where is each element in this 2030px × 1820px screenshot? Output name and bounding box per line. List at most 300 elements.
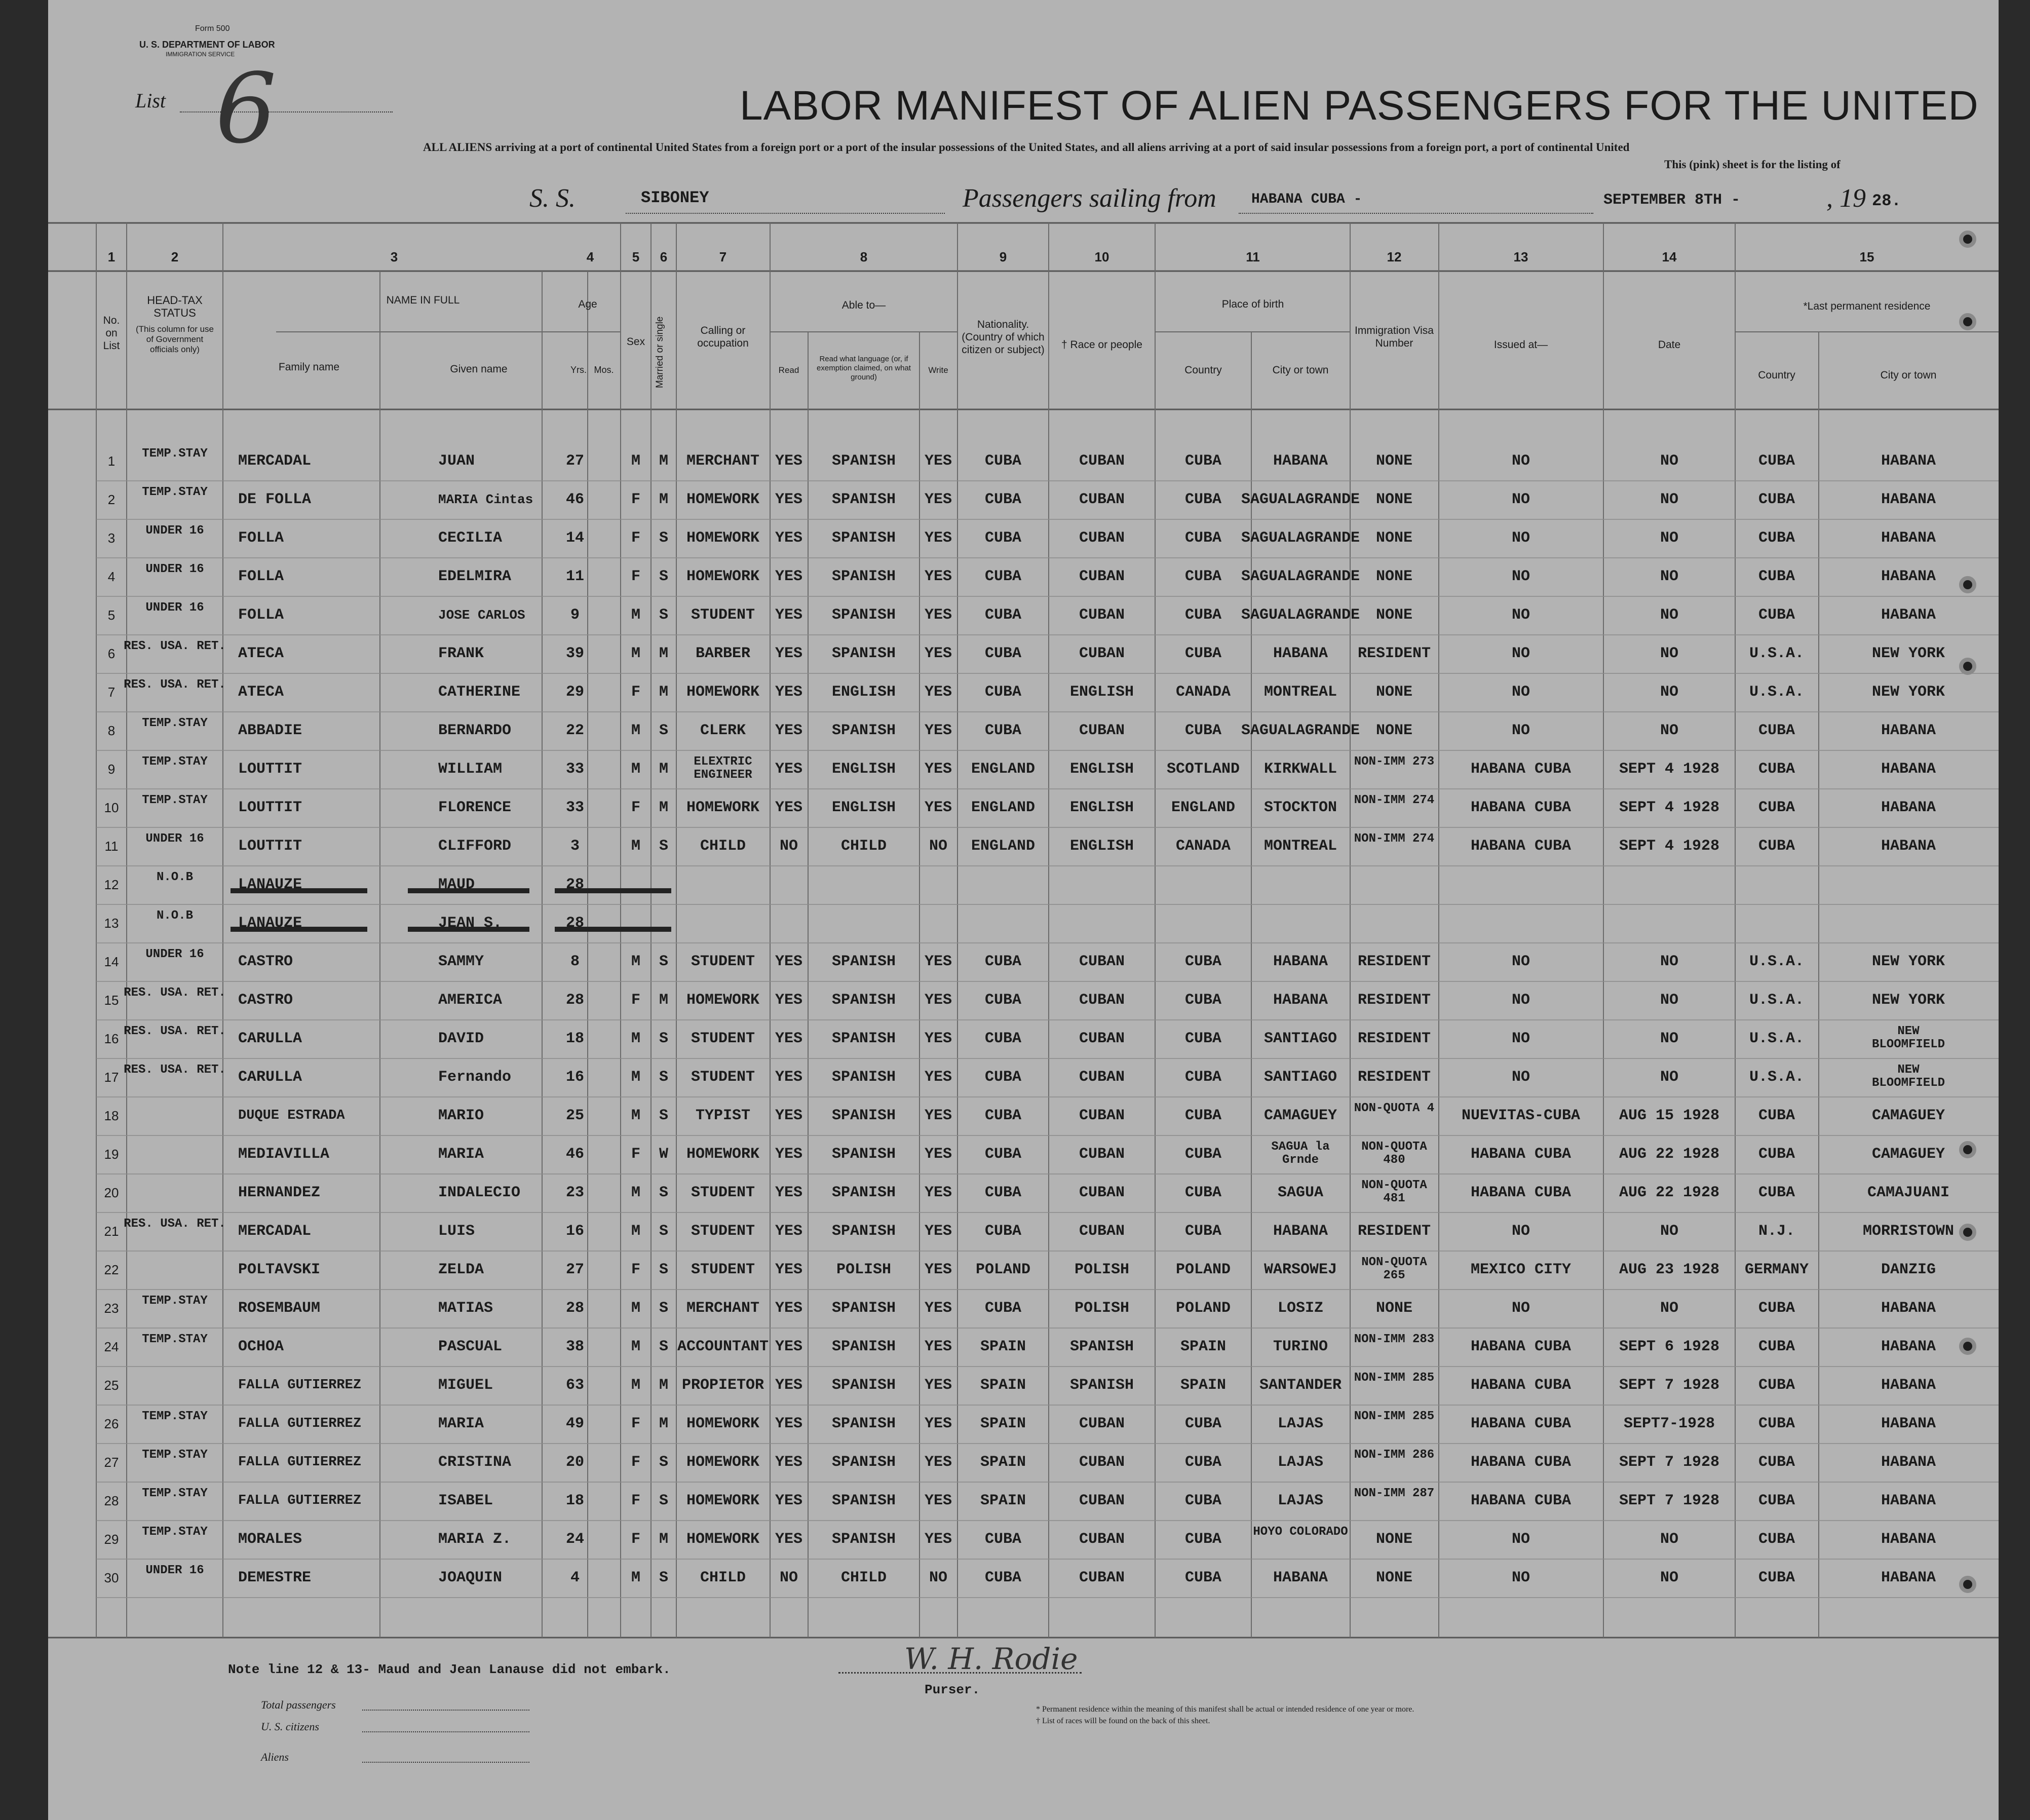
sex: M: [631, 1030, 641, 1047]
age-years: 27: [565, 452, 585, 470]
visa-number: NON-QUOTA 481: [1361, 1179, 1427, 1205]
nationality: CUBA: [984, 1531, 1022, 1548]
row-number: 16: [104, 1031, 119, 1046]
age-years: 14: [565, 529, 585, 547]
row-number: 10: [104, 800, 119, 815]
header-birth-country: Country: [1184, 364, 1222, 376]
family-name: POLTAVSKI: [238, 1261, 321, 1278]
sex: F: [631, 1454, 641, 1471]
residence-city: NEW BLOOMFIELD: [1871, 1063, 1945, 1090]
can-write: YES: [924, 1454, 952, 1471]
birth-country: CUBA: [1184, 1454, 1222, 1471]
visa-date: NO: [1660, 645, 1679, 662]
can-read: YES: [775, 992, 803, 1009]
row-number: 30: [104, 1570, 119, 1585]
residence-city: HABANA: [1881, 452, 1936, 470]
visa-issued-at: NO: [1511, 1223, 1530, 1240]
age-years: 3: [570, 838, 580, 855]
race: CUBAN: [1079, 1454, 1125, 1471]
header-no-on-list: No. on List: [103, 315, 120, 352]
family-name: OCHOA: [238, 1338, 284, 1355]
sex: M: [631, 761, 641, 778]
visa-number: RESIDENT: [1357, 992, 1431, 1009]
residence-country: CUBA: [1758, 1454, 1795, 1471]
visa-issued-at: HABANA CUBA: [1470, 1377, 1572, 1394]
visa-number: NONE: [1375, 529, 1413, 547]
column-number: 2: [171, 249, 179, 264]
visa-issued-at: NO: [1511, 722, 1530, 739]
birth-country: SCOTLAND: [1166, 761, 1240, 778]
marital-status: S: [659, 1223, 669, 1240]
sex: M: [631, 645, 641, 662]
header-birth-city: City or town: [1272, 364, 1329, 376]
can-read: YES: [775, 1531, 803, 1548]
family-name: LANAUZE: [238, 876, 302, 893]
age-years: 28: [565, 992, 585, 1009]
can-read: YES: [775, 529, 803, 547]
visa-number: NON-IMM 286: [1354, 1448, 1435, 1462]
family-name: FALLA GUTIERREZ: [238, 1416, 362, 1431]
visa-issued-at: NO: [1511, 1300, 1530, 1317]
manifest-title: LABOR MANIFEST OF ALIEN PASSENGERS FOR THE UNITED: [740, 83, 1979, 129]
birth-city: HABANA: [1273, 1223, 1328, 1240]
family-name: MERCADAL: [238, 1223, 312, 1240]
departure-port: HABANA CUBA -: [1251, 192, 1362, 207]
visa-number: NONE: [1375, 452, 1413, 470]
visa-number: RESIDENT: [1357, 1030, 1431, 1047]
can-write: YES: [924, 1030, 952, 1047]
birth-city: SAGUALAGRANDE: [1241, 491, 1360, 508]
residence-country: CUBA: [1758, 529, 1795, 547]
sex: M: [631, 1338, 641, 1355]
visa-number: NONE: [1375, 568, 1413, 585]
marital-status: M: [659, 684, 669, 701]
birth-city: SANTIAGO: [1263, 1030, 1337, 1047]
row-number: 28: [104, 1493, 119, 1508]
nationality: CUBA: [984, 953, 1022, 970]
header-residence-country: Country: [1758, 369, 1795, 381]
read-language: SPANISH: [831, 1184, 896, 1201]
can-write: YES: [924, 761, 952, 778]
marital-status: S: [659, 606, 669, 624]
year-suffix: 28.: [1872, 192, 1901, 210]
occupation: HOMEWORK: [686, 684, 760, 701]
ship-name: SIBONEY: [641, 188, 709, 207]
can-read: YES: [775, 1184, 803, 1201]
can-write: YES: [924, 1184, 952, 1201]
row-number: 15: [104, 993, 119, 1008]
birth-country: CANADA: [1175, 838, 1231, 855]
can-write: YES: [924, 1415, 952, 1432]
family-name: FALLA GUTIERREZ: [238, 1493, 362, 1508]
visa-date: NO: [1660, 452, 1679, 470]
citizens-line: [362, 1731, 529, 1732]
visa-number: NONE: [1375, 1531, 1413, 1548]
residence-country: U.S.A.: [1749, 1069, 1805, 1086]
table-row: [48, 636, 1999, 674]
marital-status: M: [659, 1531, 669, 1548]
form-number: Form 500: [195, 24, 230, 33]
row-number: 27: [104, 1455, 119, 1470]
family-name: LOUTTIT: [238, 761, 302, 778]
birth-country: CUBA: [1184, 606, 1222, 624]
birth-city: SAGUALAGRANDE: [1241, 722, 1360, 739]
marital-status: S: [659, 1030, 669, 1047]
occupation: HOMEWORK: [686, 1454, 760, 1471]
visa-issued-at: HABANA CUBA: [1470, 1146, 1572, 1163]
residence-city: MORRISTOWN: [1862, 1223, 1955, 1240]
sex: F: [631, 1146, 641, 1163]
read-language: SPANISH: [831, 953, 896, 970]
visa-number: NONE: [1375, 1300, 1413, 1317]
row-number: 24: [104, 1339, 119, 1354]
residence-country: CUBA: [1758, 838, 1795, 855]
header-mos: Mos.: [594, 365, 614, 375]
birth-country: CUBA: [1184, 491, 1222, 508]
visa-issued-at: HABANA CUBA: [1470, 1492, 1572, 1509]
family-name: MEDIAVILLA: [238, 1146, 330, 1163]
can-read: YES: [775, 684, 803, 701]
header-date: Date: [1658, 339, 1681, 351]
birth-city: SAGUALAGRANDE: [1241, 529, 1360, 547]
embark-note: Note line 12 & 13- Maud and Jean Lanause did not embark.: [228, 1662, 671, 1677]
visa-number: NONE: [1375, 684, 1413, 701]
given-name: ZELDA: [438, 1261, 484, 1278]
residence-country: CUBA: [1758, 1569, 1795, 1586]
visa-number: NON-IMM 274: [1354, 793, 1435, 807]
can-read: YES: [775, 606, 803, 624]
birth-country: CUBA: [1184, 1030, 1222, 1047]
can-read: YES: [775, 799, 803, 816]
birth-city: HABANA: [1273, 1569, 1328, 1586]
can-write: YES: [924, 1300, 952, 1317]
header-race: † Race or people: [1061, 339, 1142, 351]
read-language: CHILD: [840, 838, 887, 855]
sailing-label: Passengers sailing from: [963, 184, 1216, 213]
birth-city: SAGUALAGRANDE: [1241, 606, 1360, 624]
residence-city: HABANA: [1881, 1531, 1936, 1548]
row-number: 7: [107, 685, 116, 700]
visa-number: NONE: [1375, 1569, 1413, 1586]
header-write: Write: [928, 365, 948, 375]
footnote-races: † List of races will be found on the back of this sheet.: [1036, 1717, 1210, 1725]
birth-country: CANADA: [1175, 684, 1231, 701]
header-read: Read: [778, 365, 799, 375]
nationality: SPAIN: [980, 1415, 1026, 1432]
birth-city: WARSOWEJ: [1263, 1261, 1337, 1278]
visa-issued-at: NO: [1511, 645, 1530, 662]
race: ENGLISH: [1069, 799, 1134, 816]
head-tax-status: TEMP.STAY: [142, 485, 208, 499]
citizens-label: U. S. citizens: [261, 1720, 319, 1733]
sex: F: [631, 799, 641, 816]
residence-country: CUBA: [1758, 1184, 1795, 1201]
head-tax-status: RES. USA. RET.: [124, 986, 226, 1000]
visa-date: NO: [1660, 1300, 1679, 1317]
residence-city: CAMAGUEY: [1871, 1107, 1945, 1124]
marital-status: S: [659, 1107, 669, 1124]
read-language: SPANISH: [831, 992, 896, 1009]
birth-city: HABANA: [1273, 452, 1328, 470]
visa-issued-at: HABANA CUBA: [1470, 838, 1572, 855]
read-language: SPANISH: [831, 1492, 896, 1509]
visa-date: SEPT 7 1928: [1619, 1492, 1720, 1509]
age-years: 11: [565, 568, 585, 585]
marital-status: M: [659, 761, 669, 778]
residence-city: HABANA: [1881, 529, 1936, 547]
table-row: [48, 713, 1999, 751]
marital-status: M: [659, 1415, 669, 1432]
residence-city: HABANA: [1881, 1300, 1936, 1317]
head-tax-status: TEMP.STAY: [142, 1487, 208, 1500]
table-row: [48, 1252, 1999, 1291]
head-tax-status: N.O.B: [156, 909, 194, 923]
occupation: HOMEWORK: [686, 491, 760, 508]
year-prefix: , 19: [1826, 184, 1866, 213]
nationality: CUBA: [984, 452, 1022, 470]
occupation: STUDENT: [691, 1030, 755, 1047]
marital-status: W: [659, 1146, 669, 1163]
age-years: 63: [565, 1377, 585, 1394]
departure-date: SEPTEMBER 8TH -: [1603, 192, 1741, 209]
residence-country: CUBA: [1758, 568, 1795, 585]
row-number: 2: [107, 492, 116, 507]
age-years: 49: [565, 1415, 585, 1432]
residence-country: GERMANY: [1744, 1261, 1809, 1278]
row-number: 17: [104, 1070, 119, 1085]
table-row: [48, 559, 1999, 597]
nationality: CUBA: [984, 1030, 1022, 1047]
residence-country: CUBA: [1758, 1300, 1795, 1317]
read-language: SPANISH: [831, 1454, 896, 1471]
visa-date: AUG 22 1928: [1619, 1184, 1720, 1201]
age-years: 23: [565, 1184, 585, 1201]
marital-status: M: [659, 1377, 669, 1394]
visa-date: NO: [1660, 953, 1679, 970]
nationality: POLAND: [975, 1261, 1031, 1278]
occupation: HOMEWORK: [686, 1531, 760, 1548]
given-name: JOSE CARLOS: [438, 608, 525, 623]
can-read: YES: [775, 1377, 803, 1394]
can-write: NO: [929, 1569, 948, 1586]
race: ENGLISH: [1069, 684, 1134, 701]
race: CUBAN: [1079, 1107, 1125, 1124]
head-tax-status: RES. USA. RET.: [124, 639, 226, 653]
can-write: YES: [924, 1146, 952, 1163]
occupation: HOMEWORK: [686, 1492, 760, 1509]
read-language: ENGLISH: [831, 761, 896, 778]
visa-date: NO: [1660, 1531, 1679, 1548]
residence-city: HABANA: [1881, 1377, 1936, 1394]
read-language: SPANISH: [831, 1030, 896, 1047]
family-name: LOUTTIT: [238, 838, 302, 855]
given-name: BERNARDO: [438, 722, 512, 739]
read-language: SPANISH: [831, 1415, 896, 1432]
head-tax-status: TEMP.STAY: [142, 755, 208, 769]
can-read: YES: [775, 1454, 803, 1471]
age-years: 29: [565, 684, 585, 701]
table-row: [48, 1021, 1999, 1059]
read-language: SPANISH: [831, 1146, 896, 1163]
age-years: 39: [565, 645, 585, 662]
race: CUBAN: [1079, 1569, 1125, 1586]
nationality: CUBA: [984, 722, 1022, 739]
can-read: YES: [775, 491, 803, 508]
occupation: CHILD: [700, 838, 746, 855]
visa-date: NO: [1660, 1069, 1679, 1086]
family-name: DUQUE ESTRADA: [238, 1108, 345, 1123]
sex: F: [631, 529, 641, 547]
visa-date: NO: [1660, 529, 1679, 547]
visa-issued-at: NO: [1511, 452, 1530, 470]
residence-country: CUBA: [1758, 1107, 1795, 1124]
occupation: STUDENT: [691, 1184, 755, 1201]
row-number: 1: [107, 453, 116, 469]
family-name: DE FOLLA: [238, 491, 312, 508]
can-write: YES: [924, 645, 952, 662]
family-name: CASTRO: [238, 992, 293, 1009]
sex: F: [631, 992, 641, 1009]
age-years: 20: [565, 1454, 585, 1471]
visa-number: NON-IMM 283: [1354, 1333, 1435, 1346]
birth-country: CUBA: [1184, 1069, 1222, 1086]
header-nationality: Nationality. (Country of which citizen or subject): [962, 319, 1045, 356]
family-name: ABBADIE: [238, 722, 302, 739]
birth-country: CUBA: [1184, 1492, 1222, 1509]
visa-number: RESIDENT: [1357, 953, 1431, 970]
birth-city: MONTREAL: [1263, 684, 1337, 701]
residence-country: CUBA: [1758, 761, 1795, 778]
occupation: CHILD: [700, 1569, 746, 1586]
occupation: HOMEWORK: [686, 529, 760, 547]
birth-country: CUBA: [1184, 953, 1222, 970]
head-tax-status: RES. USA. RET.: [124, 678, 226, 692]
can-write: YES: [924, 1338, 952, 1355]
age-years: 33: [565, 799, 585, 816]
read-language: SPANISH: [831, 568, 896, 585]
can-write: YES: [924, 722, 952, 739]
sex: M: [631, 953, 641, 970]
read-language: SPANISH: [831, 1069, 896, 1086]
marital-status: S: [659, 1454, 669, 1471]
read-language: SPANISH: [831, 1300, 896, 1317]
residence-city: NEW BLOOMFIELD: [1871, 1025, 1945, 1051]
residence-country: CUBA: [1758, 491, 1795, 508]
race: CUBAN: [1079, 1415, 1125, 1432]
sex: F: [631, 1415, 641, 1432]
can-write: YES: [924, 799, 952, 816]
row-number: 8: [107, 723, 116, 738]
visa-number: RESIDENT: [1357, 1069, 1431, 1086]
row-number: 12: [104, 877, 119, 892]
sex: F: [631, 568, 641, 585]
marital-status: S: [659, 1069, 669, 1086]
can-write: YES: [924, 606, 952, 624]
row-number: 3: [107, 530, 116, 546]
given-name: Fernando: [438, 1069, 512, 1086]
given-name: MAUD: [438, 876, 475, 893]
visa-date: NO: [1660, 606, 1679, 624]
read-language: SPANISH: [831, 491, 896, 508]
can-read: YES: [775, 1030, 803, 1047]
head-tax-status: TEMP.STAY: [142, 716, 208, 730]
sex: M: [631, 1300, 641, 1317]
department-name: U. S. DEPARTMENT OF LABOR: [139, 40, 275, 50]
head-tax-status: TEMP.STAY: [142, 447, 208, 461]
marital-status: M: [659, 452, 669, 470]
visa-issued-at: HABANA CUBA: [1470, 761, 1572, 778]
head-tax-status: RES. USA. RET.: [124, 1217, 226, 1231]
visa-issued-at: NO: [1511, 684, 1530, 701]
can-read: YES: [775, 1069, 803, 1086]
sex: M: [631, 1377, 641, 1394]
visa-number: NON-IMM 274: [1354, 832, 1435, 846]
nationality: CUBA: [984, 606, 1022, 624]
birth-country: CUBA: [1184, 529, 1222, 547]
birth-city: LAJAS: [1277, 1454, 1324, 1471]
birth-city: SAGUALAGRANDE: [1241, 568, 1360, 585]
birth-country: ENGLAND: [1171, 799, 1236, 816]
marital-status: M: [659, 491, 669, 508]
column-number: 4: [586, 249, 594, 264]
visa-date: AUG 23 1928: [1619, 1261, 1720, 1278]
visa-issued-at: HABANA CUBA: [1470, 1454, 1572, 1471]
can-write: YES: [924, 568, 952, 585]
age-years: 18: [565, 1492, 585, 1509]
given-name: MARIA Z.: [438, 1531, 512, 1548]
family-name: ATECA: [238, 684, 284, 701]
column-number: 14: [1662, 249, 1677, 264]
occupation: MERCHANT: [686, 1300, 760, 1317]
head-tax-status: UNDER 16: [145, 1564, 204, 1577]
birth-city: TURINO: [1273, 1338, 1328, 1355]
column-number: 1: [107, 249, 116, 264]
family-name: CASTRO: [238, 953, 293, 970]
occupation: HOMEWORK: [686, 1415, 760, 1432]
sex: M: [631, 1569, 641, 1586]
occupation: HOMEWORK: [686, 568, 760, 585]
can-read: YES: [775, 1261, 803, 1278]
residence-city: HABANA: [1881, 1569, 1936, 1586]
marital-status: S: [659, 568, 669, 585]
age-years: 28: [565, 1300, 585, 1317]
sex: M: [631, 606, 641, 624]
given-name: FRANK: [438, 645, 484, 662]
can-write: YES: [924, 452, 952, 470]
residence-country: CUBA: [1758, 1377, 1795, 1394]
can-read: NO: [779, 1569, 798, 1586]
given-name: SAMMY: [438, 953, 484, 970]
birth-country: CUBA: [1184, 992, 1222, 1009]
visa-date: NO: [1660, 568, 1679, 585]
nationality: CUBA: [984, 1069, 1022, 1086]
race: CUBAN: [1079, 722, 1125, 739]
nationality: CUBA: [984, 1146, 1022, 1163]
can-read: YES: [775, 1107, 803, 1124]
age-years: 4: [570, 1569, 580, 1586]
residence-country: CUBA: [1758, 606, 1795, 624]
table-row: [48, 1483, 1999, 1522]
residence-city: HABANA: [1881, 1415, 1936, 1432]
visa-date: SEPT7-1928: [1623, 1415, 1715, 1432]
row-number: 23: [104, 1301, 119, 1316]
age-years: 16: [565, 1223, 585, 1240]
row-number: 9: [107, 762, 116, 777]
header-head-tax-note: (This column for use of Government officials only): [136, 324, 214, 354]
visa-number: RESIDENT: [1357, 645, 1431, 662]
age-years: 9: [570, 606, 580, 624]
given-name: MIGUEL: [438, 1377, 493, 1394]
